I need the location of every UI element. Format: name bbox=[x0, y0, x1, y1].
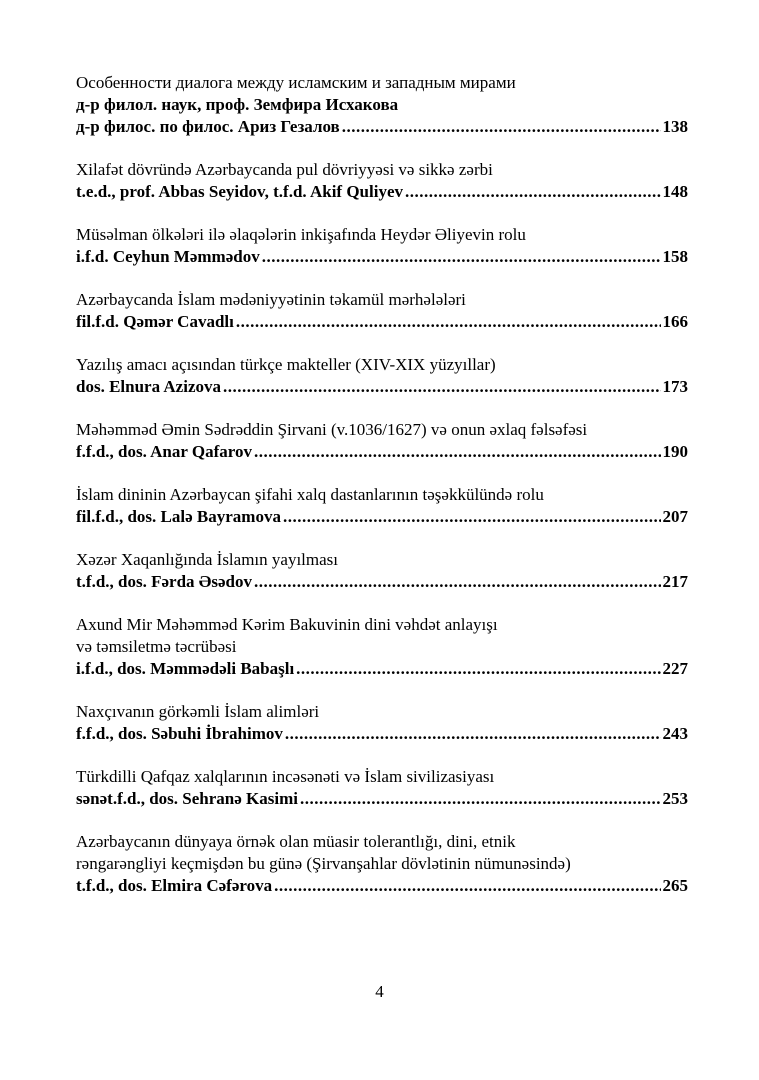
toc-entry-title: Naxçıvanın görkəmli İslam alimləri bbox=[76, 702, 320, 721]
toc-entry bbox=[76, 354, 688, 398]
toc-entry-author-line bbox=[76, 181, 688, 203]
dot-leader bbox=[274, 875, 660, 897]
table-of-contents bbox=[76, 72, 688, 918]
dot-leader bbox=[262, 246, 661, 268]
dot-leader bbox=[254, 441, 660, 463]
toc-entry-author: t.f.d., dos. Elmira Cəfərova bbox=[76, 876, 273, 895]
toc-entry bbox=[76, 831, 688, 897]
toc-entry-title: Azərbaycanın dünyaya örnək olan müasir tolerantlığı, dini, etnik bbox=[76, 832, 516, 851]
toc-entry-author: д-р филос. по филос. Ариз Гезалов bbox=[76, 117, 340, 136]
toc-entry-author: sənət.f.d., dos. Sehranə Kasimi bbox=[76, 789, 298, 808]
toc-entry-title: Müsəlman ölkələri ilə əlaqələrin inkişafında Heydər Əliyevin rolu bbox=[76, 225, 526, 244]
toc-entry-author-line bbox=[76, 311, 688, 333]
toc-entry-author-line bbox=[76, 875, 688, 897]
dot-leader bbox=[300, 788, 661, 810]
toc-entry-title: Azərbaycanda İslam mədəniyyətinin təkamül mərhələləri bbox=[76, 290, 466, 309]
toc-entry-author: f.f.d., dos. Anar Qafarov bbox=[76, 442, 253, 461]
toc-entry-title: Türkdilli Qafqaz xalqlarının incəsənəti və İslam sivilizasiyası bbox=[76, 767, 495, 786]
toc-entry bbox=[76, 224, 688, 268]
toc-entry-author: t.e.d., prof. Abbas Seyidov, t.f.d. Akif Quliyev bbox=[76, 182, 403, 201]
toc-entry-title: Axund Mir Məhəmməd Kərim Bakuvinin dini vəhdət anlayışı bbox=[76, 615, 498, 634]
page-number: 4 bbox=[375, 982, 384, 1001]
dot-leader bbox=[223, 376, 661, 398]
toc-entry bbox=[76, 701, 688, 745]
toc-entry-page: 158 bbox=[662, 247, 688, 266]
toc-entry-page: 138 bbox=[662, 117, 688, 136]
toc-entry-title: Məhəmməd Əmin Sədrəddin Şirvani (v.1036/1627) və onun əxlaq fəlsəfəsi bbox=[76, 420, 588, 439]
toc-entry-author: f.f.d., dos. Səbuhi İbrahimov bbox=[76, 724, 283, 743]
toc-entry bbox=[76, 766, 688, 810]
toc-entry-author-line bbox=[76, 441, 688, 463]
toc-entry-page: 243 bbox=[662, 724, 688, 743]
toc-entry-title: Особенности диалога между исламским и западным мирами bbox=[76, 73, 516, 92]
toc-entry-author: t.f.d., dos. Fərda Əsədov bbox=[76, 572, 252, 591]
toc-entry-page: 173 bbox=[662, 377, 688, 396]
toc-entry-author: д-р филол. наук, проф. Земфира Исхакова bbox=[76, 95, 399, 114]
toc-entry-page: 253 bbox=[662, 789, 688, 808]
dot-leader bbox=[296, 658, 660, 680]
toc-entry-author-line bbox=[76, 788, 688, 810]
toc-entry-author-line bbox=[76, 658, 688, 680]
dot-leader bbox=[285, 723, 661, 745]
toc-entry-page: 148 bbox=[662, 182, 688, 201]
toc-entry-author: i.f.d. Ceyhun Məmmədov bbox=[76, 247, 260, 266]
toc-entry-title: və təmsiletmə təcrübəsi bbox=[76, 637, 237, 656]
toc-entry-author-line bbox=[76, 116, 688, 138]
toc-entry-author-line bbox=[76, 376, 688, 398]
dot-leader bbox=[254, 571, 661, 593]
toc-entry-author-line bbox=[76, 723, 688, 745]
toc-entry-title: Yazılış amacı açısından türkçe makteller (XIV-XIX yüzyıllar) bbox=[76, 355, 496, 374]
toc-entry-page: 190 bbox=[662, 442, 688, 461]
toc-entry-page: 265 bbox=[662, 876, 688, 895]
toc-entry bbox=[76, 614, 688, 680]
toc-entry bbox=[76, 484, 688, 528]
toc-entry bbox=[76, 72, 688, 138]
toc-entry bbox=[76, 419, 688, 463]
toc-entry-author: fil.f.d., dos. Lalə Bayramova bbox=[76, 507, 281, 526]
dot-leader bbox=[283, 506, 661, 528]
toc-entry-author-line bbox=[76, 246, 688, 268]
toc-entry-title: rəngarəngliyi keçmişdən bu günə (Şirvanşahlar dövlətinin nümunəsində) bbox=[76, 854, 571, 873]
toc-entry-author-line bbox=[76, 571, 688, 593]
dot-leader bbox=[236, 311, 661, 333]
toc-entry-page: 166 bbox=[662, 312, 688, 331]
toc-entry bbox=[76, 159, 688, 203]
toc-entry-title: İslam dininin Azərbaycan şifahi xalq dastanlarının təşəkkülündə rolu bbox=[76, 485, 544, 504]
toc-entry-author: i.f.d., dos. Məmmədəli Babaşlı bbox=[76, 659, 295, 678]
dot-leader bbox=[342, 116, 661, 138]
toc-entry-author: dos. Elnura Azizova bbox=[76, 377, 221, 396]
dot-leader bbox=[405, 181, 661, 203]
toc-entry-author-line bbox=[76, 506, 688, 528]
toc-entry-title: Xəzər Xaqanlığında İslamın yayılması bbox=[76, 550, 338, 569]
toc-entry bbox=[76, 549, 688, 593]
toc-entry-page: 227 bbox=[662, 659, 688, 678]
toc-entry-title: Xilafət dövründə Azərbaycanda pul dövriyyəsi və sikkə zərbi bbox=[76, 160, 493, 179]
toc-entry-page: 207 bbox=[662, 507, 688, 526]
toc-entry-author: fil.f.d. Qəmər Cavadlı bbox=[76, 312, 234, 331]
toc-entry bbox=[76, 289, 688, 333]
toc-entry-page: 217 bbox=[662, 572, 688, 591]
